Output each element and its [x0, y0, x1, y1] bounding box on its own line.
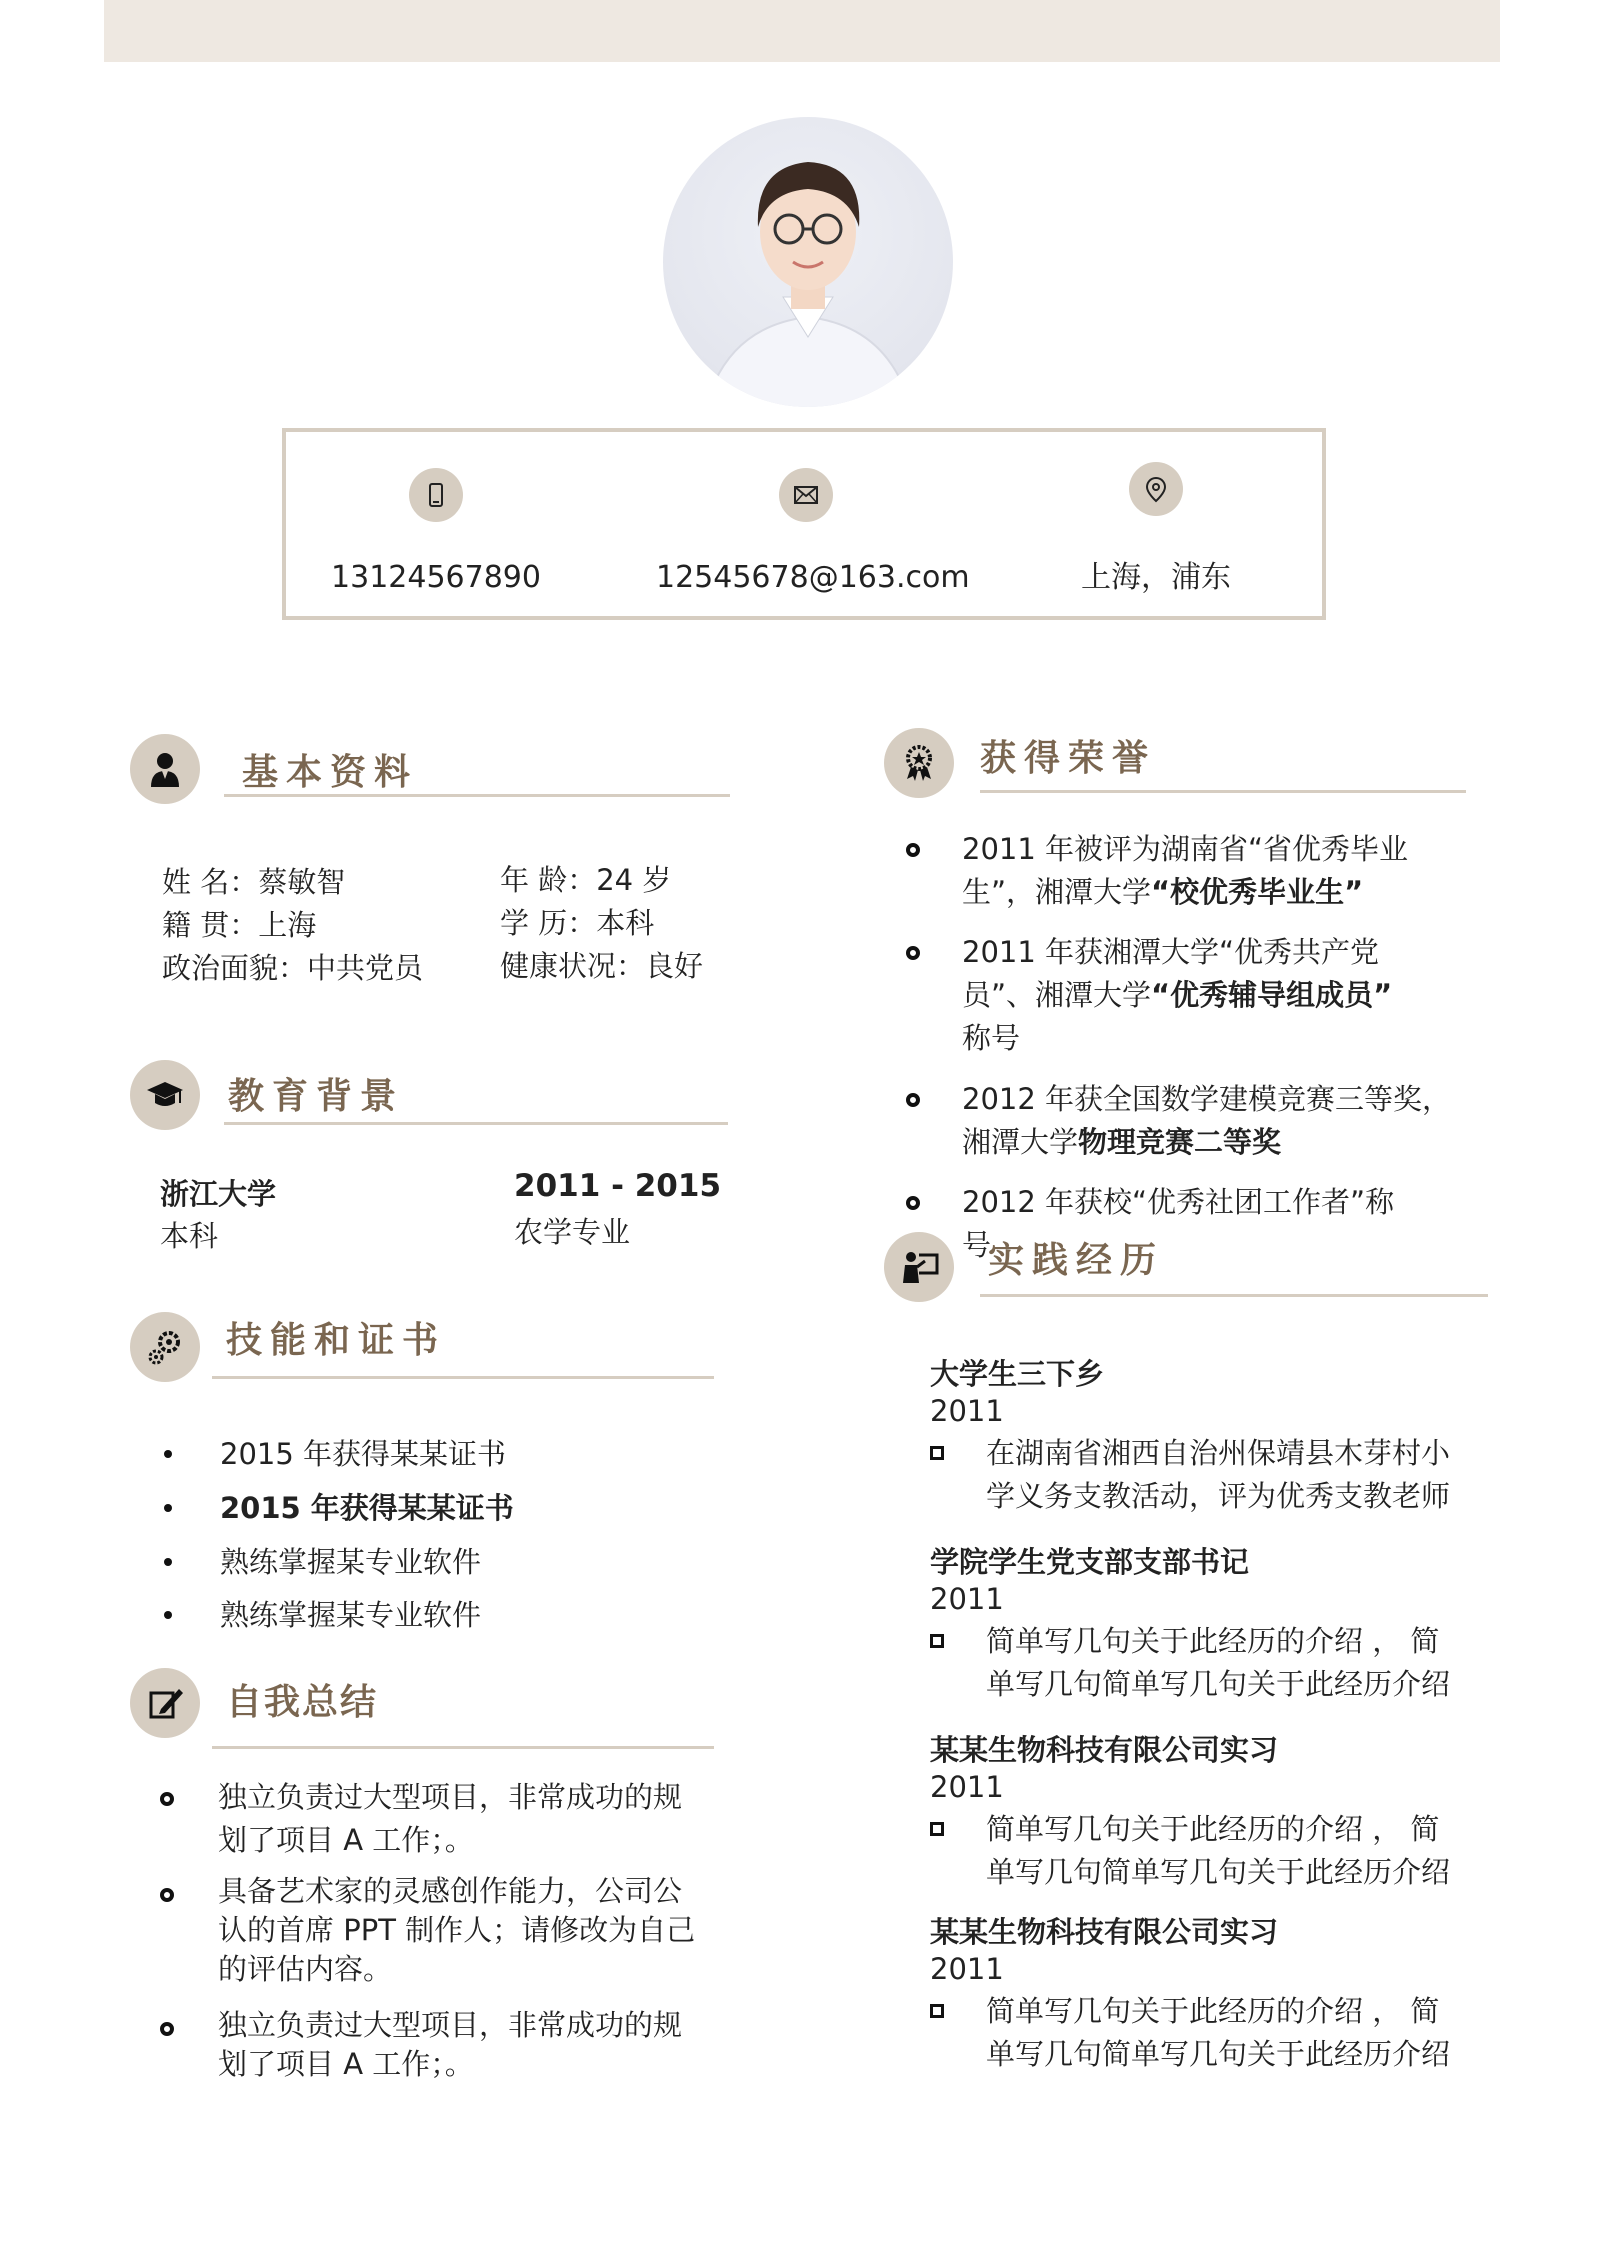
honor-text: 湘潭大学 — [962, 1125, 1079, 1159]
practice-line: 简单写几句关于此经历的介绍 ， 简 — [986, 1812, 1440, 1846]
honor-line: 号 — [962, 1228, 992, 1262]
section-honors — [884, 728, 1484, 808]
honor-item — [962, 828, 1408, 914]
practice-year: 2011 — [930, 1394, 1004, 1428]
summary-item — [218, 1776, 682, 1862]
summary-line: 认的首席 PPT 制作人；请修改为自己 — [218, 1913, 696, 1947]
bullet — [164, 1504, 172, 1512]
skill-item: 2015 年获得某某证书 — [220, 1437, 507, 1471]
bullet — [930, 1446, 944, 1460]
honor-line — [962, 974, 1392, 1017]
summary-line: 划了项目 A 工作；。 — [218, 2047, 474, 2081]
summary-line: 独立负责过大型项目，非常成功的规 — [218, 1780, 683, 1814]
honor-text: 生”，湘潭大学 — [962, 875, 1152, 909]
location-text: 上海，浦东 — [1081, 560, 1231, 595]
bullet — [906, 946, 920, 960]
basic-health: 健康状况：良好 — [500, 949, 704, 983]
section-divider — [224, 1122, 728, 1125]
section-divider — [224, 794, 730, 797]
section-title: 基本资料 — [242, 752, 419, 793]
bullet — [160, 1792, 174, 1806]
section-education — [130, 1060, 730, 1140]
practice-line: 单写几句简单写几句关于此经历介绍 — [986, 1667, 1451, 1701]
practice-desc — [986, 1620, 1450, 1706]
honor-highlight: 物理竞赛二等奖 — [1078, 1125, 1282, 1159]
practice-line: 简单写几句关于此经历的介绍 ， 简 — [986, 1624, 1440, 1658]
contact-phone — [286, 432, 586, 616]
education-years: 2011 - 2015 — [514, 1168, 722, 1204]
edit-icon — [130, 1668, 200, 1738]
skill-item: 熟练掌握某专业软件 — [220, 1598, 482, 1632]
practice-line: 单写几句简单写几句关于此经历介绍 — [986, 1855, 1451, 1889]
honor-highlight: “校优秀毕业生” — [1151, 875, 1364, 909]
education-level: 本科 — [160, 1219, 219, 1253]
bullet — [160, 2022, 174, 2036]
bullet — [164, 1450, 172, 1458]
location-pin-icon — [1129, 462, 1183, 516]
contact-box — [282, 428, 1326, 620]
practice-year: 2011 — [930, 1582, 1004, 1616]
section-title: 获得荣誉 — [980, 738, 1157, 779]
honor-line — [962, 871, 1408, 914]
honor-line: 2012 年获全国数学建模竞赛三等奖， — [962, 1082, 1452, 1116]
practice-desc — [986, 1432, 1450, 1518]
basic-age: 年 龄：24 岁 — [500, 863, 672, 897]
skill-item: 熟练掌握某专业软件 — [220, 1545, 482, 1579]
section-divider — [212, 1376, 714, 1379]
email-address: 12545678@163.com — [656, 560, 970, 595]
graduation-cap-icon — [130, 1060, 200, 1130]
summary-item — [218, 2006, 682, 2084]
top-band — [104, 0, 1500, 62]
basic-degree: 学 历：本科 — [500, 906, 655, 940]
section-title: 教育背景 — [228, 1076, 405, 1117]
section-skills — [130, 1312, 730, 1392]
practice-line: 单写几句简单写几句关于此经历介绍 — [986, 2037, 1451, 2071]
bullet — [930, 1634, 944, 1648]
education-school: 浙江大学 — [160, 1177, 277, 1211]
summary-item — [218, 1872, 695, 1989]
section-practice — [884, 1232, 1504, 1312]
summary-line: 的评估内容。 — [218, 1952, 393, 1986]
practice-line: 学义务支教活动，评为优秀支教老师 — [986, 1479, 1451, 1513]
summary-line: 划了项目 A 工作；。 — [218, 1823, 474, 1857]
honor-text: 员”、湘潭大学 — [962, 978, 1152, 1012]
honor-line: 2011 年被评为湖南省“省优秀毕业 — [962, 832, 1409, 866]
honor-line: 2012 年获校“优秀社团工作者”称 — [962, 1185, 1395, 1219]
presenter-icon — [884, 1232, 954, 1302]
bullet — [164, 1558, 172, 1566]
phone-icon — [409, 468, 463, 522]
practice-name: 某某生物科技有限公司实习 — [930, 1915, 1279, 1949]
bullet — [930, 2004, 944, 2018]
practice-name: 大学生三下乡 — [930, 1357, 1105, 1391]
bullet — [906, 1093, 920, 1107]
section-title: 技能和证书 — [226, 1320, 447, 1361]
skill-item: 2015 年获得某某证书 — [220, 1491, 514, 1525]
basic-origin: 籍 贯：上海 — [162, 908, 317, 942]
contact-email — [656, 432, 970, 616]
person-icon — [130, 734, 200, 804]
honor-line: 2011 年获湘潭大学“优秀共产党 — [962, 935, 1380, 969]
section-basic-info — [130, 734, 730, 814]
bullet — [164, 1611, 172, 1619]
practice-line: 在湖南省湘西自治州保靖县木芽村小 — [986, 1436, 1451, 1470]
bullet — [906, 843, 920, 857]
award-ribbon-icon — [884, 728, 954, 798]
envelope-icon — [779, 468, 833, 522]
profile-photo — [663, 117, 953, 407]
summary-line: 独立负责过大型项目，非常成功的规 — [218, 2008, 683, 2042]
honor-line — [962, 1121, 1451, 1164]
education-major: 农学专业 — [514, 1215, 631, 1249]
practice-line: 简单写几句关于此经历的介绍 ， 简 — [986, 1994, 1440, 2028]
basic-politics: 政治面貌：中共党员 — [162, 951, 424, 985]
gears-icon — [130, 1312, 200, 1382]
bullet — [160, 1888, 174, 1902]
bullet — [906, 1196, 920, 1210]
bullet — [930, 1822, 944, 1836]
honor-highlight: “优秀辅导组成员” — [1151, 978, 1393, 1012]
section-summary — [130, 1668, 730, 1748]
contact-location — [1006, 432, 1306, 616]
section-divider — [212, 1746, 714, 1749]
practice-year: 2011 — [930, 1952, 1004, 1986]
honor-item — [962, 931, 1392, 1060]
section-title: 实践经历 — [988, 1240, 1165, 1281]
section-divider — [980, 790, 1466, 793]
phone-number: 13124567890 — [331, 560, 541, 595]
practice-desc — [986, 1990, 1450, 2076]
honor-item — [962, 1078, 1451, 1164]
practice-desc — [986, 1808, 1450, 1894]
section-divider — [980, 1294, 1488, 1297]
summary-line: 具备艺术家的灵感创作能力，公司公 — [218, 1874, 683, 1908]
practice-name: 学院学生党支部支部书记 — [930, 1545, 1250, 1579]
practice-name: 某某生物科技有限公司实习 — [930, 1733, 1279, 1767]
basic-name: 姓 名：蔡敏智 — [162, 865, 346, 899]
section-title: 自我总结 — [226, 1682, 379, 1723]
honor-line: 称号 — [962, 1021, 1021, 1055]
practice-year: 2011 — [930, 1770, 1004, 1804]
